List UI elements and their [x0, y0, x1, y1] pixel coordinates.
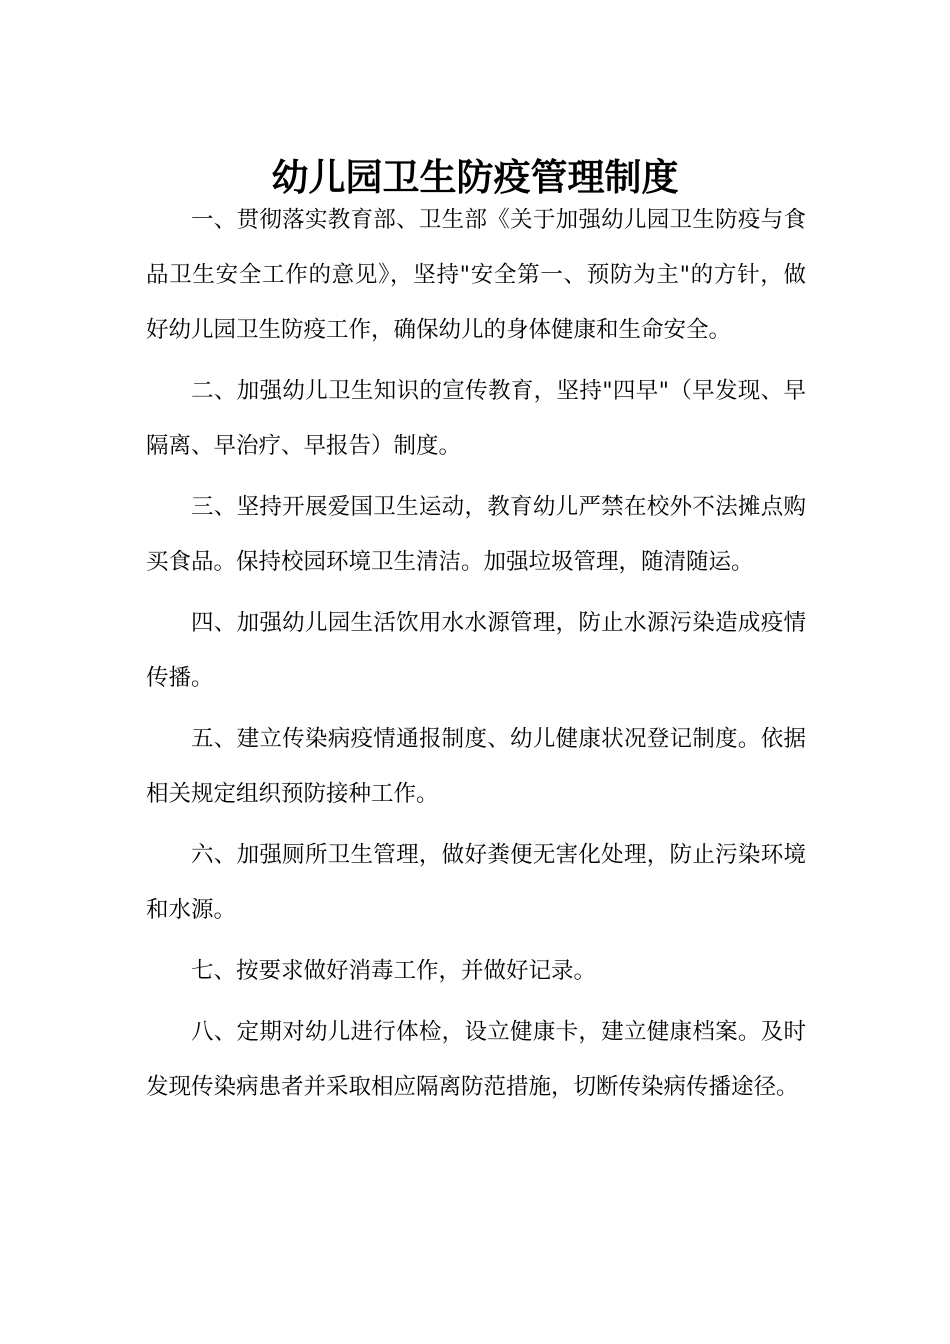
- document-title: 幼儿园卫生防疫管理制度: [271, 154, 679, 199]
- paragraph-7: 七、按要求做好消毒工作，并做好记录。: [191, 958, 597, 984]
- paragraph-3: 三、坚持开展爱国卫生运动，教育幼儿严禁在校外不法摊点购买食品。保持校园环境卫生清洁。加强垃圾管理，随清随运。: [146, 494, 806, 575]
- paragraph-6: 六、加强厕所卫生管理，做好粪便无害化处理，防止污染环境和水源。: [146, 842, 806, 923]
- document-body: [146, 193, 806, 1121]
- paragraph-8: 八、定期对幼儿进行体检，设立健康卡，建立健康档案。及时发现传染病患者并采取相应隔离防范措施，切断传染病传播途径。: [146, 1019, 806, 1100]
- paragraph-4: 四、加强幼儿园生活饮用水水源管理，防止水源污染造成疫情传播。: [146, 610, 806, 691]
- paragraph-1: 一、贯彻落实教育部、卫生部《关于加强幼儿园卫生防疫与食品卫生安全工作的意见》，坚持"安全第一、预防为主"的方针，做好幼儿园卫生防疫工作，确保幼儿的身体健康和生命安全。: [146, 207, 806, 343]
- paragraph-5: 五、建立传染病疫情通报制度、幼儿健康状况登记制度。依据相关规定组织预防接种工作。: [146, 726, 806, 807]
- paragraph-2: 二、加强幼儿卫生知识的宣传教育，坚持"四早"（早发现、早隔离、早治疗、早报告）制度。: [146, 378, 806, 459]
